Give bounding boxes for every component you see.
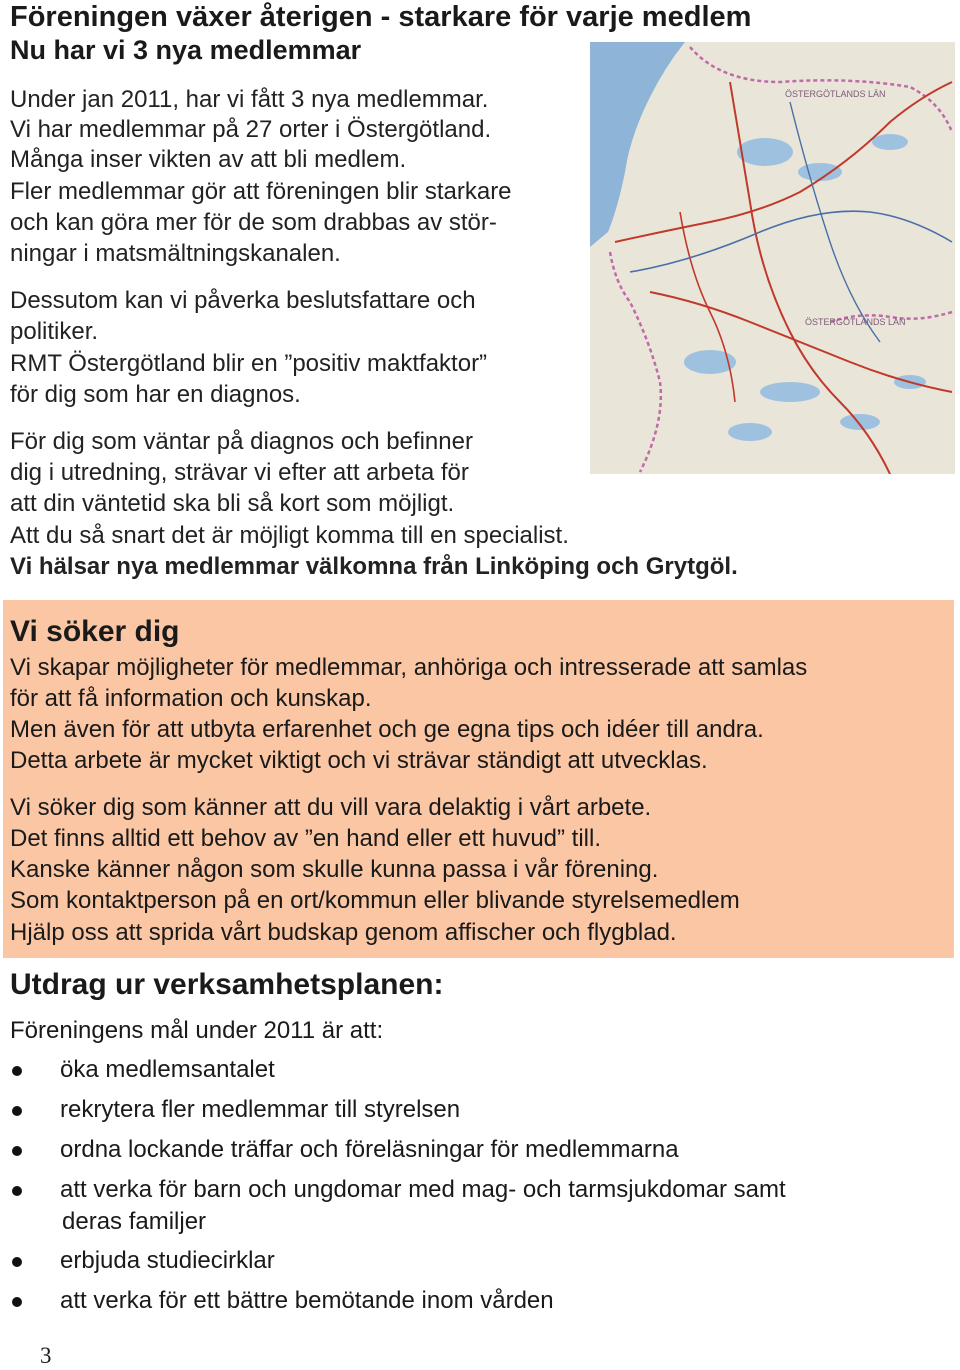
headline: Föreningen växer återigen - starkare för varje medlem [10,1,752,33]
page-number: 3 [40,1343,52,1368]
recruitment-line: Som kontaktperson på en ort/kommun eller blivande styrelsemedlem [10,887,740,914]
goal-item: ordna lockande träffar och föreläsningar för medlemmarna [60,1136,679,1163]
intro-line: Många inser vikten av att bli medlem. [10,146,407,173]
goal-item: erbjuda studiecirklar [60,1247,275,1274]
bullet-icon [12,1186,22,1196]
recruitment-line: Vi skapar möjligheter för medlemmar, anhöriga och intresserade att samlas [10,654,808,681]
recruitment-line: Det finns alltid ett behov av ”en hand eller ett huvud” till. [10,825,601,852]
intro-line: att din väntetid ska bli så kort som möjligt. [10,490,455,517]
intro-line: Fler medlemmar gör att föreningen blir starkare [10,178,512,205]
intro-line: ningar i matsmältningskanalen. [10,240,341,267]
plan-title: Utdrag ur verksamhetsplanen: [10,968,444,1001]
recruitment-line: för att få information och kunskap. [10,685,372,712]
bullet-icon [12,1106,22,1116]
bullet-icon [12,1297,22,1307]
recruitment-line: Kanske känner någon som skulle kunna passa i vår förening. [10,856,659,883]
goal-item: att verka för barn och ungdomar med mag- och tarmsjukdomar samt [60,1176,786,1203]
recruitment-line: Vi söker dig som känner att du vill vara delaktig i vårt arbete. [10,794,652,821]
subheadline: Nu har vi 3 nya medlemmar [10,35,362,65]
map-label: ÖSTERGÖTLANDS LÄN [805,317,906,327]
bullet-icon [12,1257,22,1267]
recruitment-title: Vi söker dig [10,615,180,648]
intro-line: för dig som har en diagnos. [10,381,301,408]
map-label: ÖSTERGÖTLANDS LÄN [785,89,886,99]
goal-item: att verka för ett bättre bemötande inom vården [60,1287,554,1314]
recruitment-line: Hjälp oss att sprida vårt budskap genom affischer och flygblad. [10,919,677,946]
intro-line: dig i utredning, strävar vi efter att arbeta för [10,459,469,486]
bullet-icon [12,1146,22,1156]
bullet-icon [12,1066,22,1076]
region-map [590,42,955,474]
intro-line: För dig som väntar på diagnos och befinner [10,428,473,455]
intro-line: Under jan 2011, har vi fått 3 nya medlemmar. [10,86,489,113]
goal-item: rekrytera fler medlemmar till styrelsen [60,1096,461,1123]
intro-line: Dessutom kan vi påverka beslutsfattare och [10,287,476,314]
intro-line: RMT Östergötland blir en ”positiv maktfaktor” [10,350,488,377]
recruitment-line: Detta arbete är mycket viktigt och vi strävar ständigt att utvecklas. [10,747,708,774]
intro-line: och kan göra mer för de som drabbas av stör- [10,209,497,236]
intro-line: politiker. [10,318,99,345]
goal-item-continued: deras familjer [62,1208,207,1235]
goal-item: öka medlemsantalet [60,1056,275,1083]
welcome-line: Vi hälsar nya medlemmar välkomna från Linköping och Grytgöl. [10,553,738,580]
intro-line: Vi har medlemmar på 27 orter i Östergötland. [10,116,492,143]
plan-lead: Föreningens mål under 2011 är att: [10,1017,384,1044]
recruitment-line: Men även för att utbyta erfarenhet och ge egna tips och idéer till andra. [10,716,764,743]
intro-line: Att du så snart det är möjligt komma till en specialist. [10,522,569,549]
